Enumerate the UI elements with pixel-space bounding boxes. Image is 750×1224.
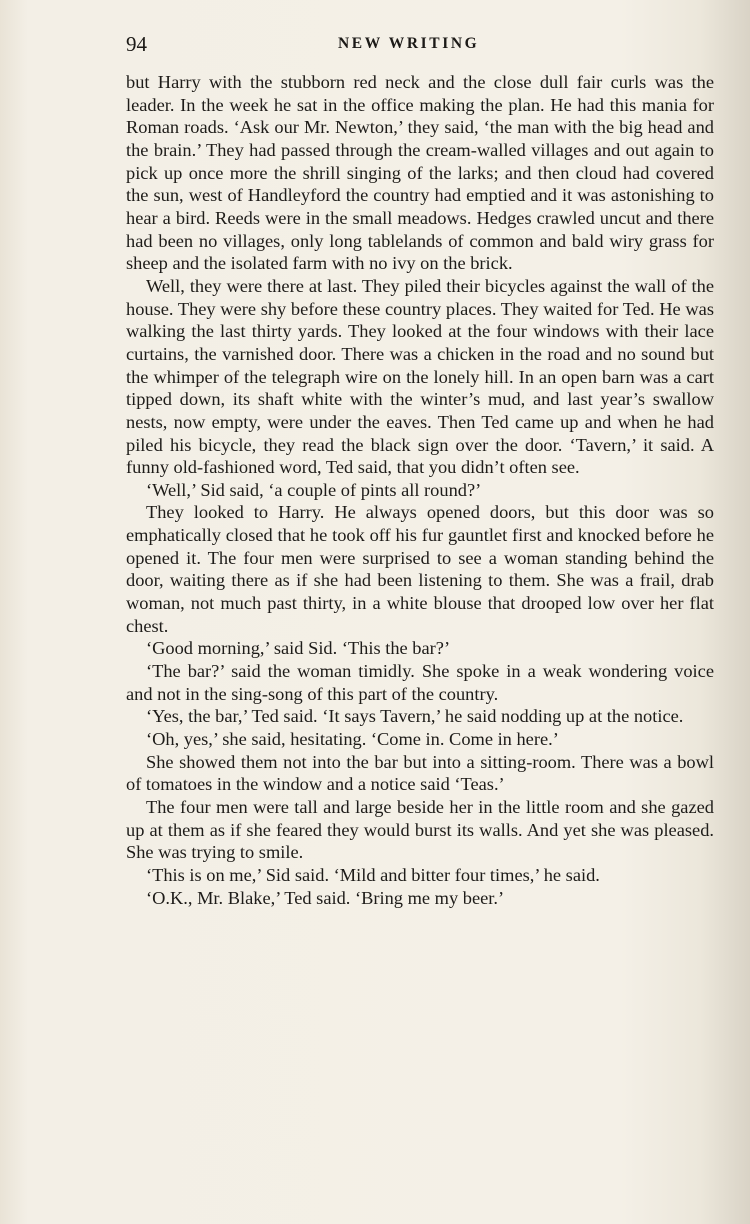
paragraph: but Harry with the stubborn red neck and the close dull fair curls was the leader. In the week he sat in the office making the plan. He had this mania for Roman roads. ‘Ask our Mr. Newton,’ they said, ‘the man with the big head and the brain.’ They had passed through the cream-walled villages and out again to pick up once more the shrill singing of the larks; and then cloud had covered the sun, west of Handleyford the country had emptied and it was astonishing to hear a bird. Reeds were in the small meadows. Hedges crawled uncut and there had been no villages, only long tablelands of common and bald wiry grass for sheep and the isolated farm with no ivy on the brick. [126, 72, 714, 274]
paragraph: The four men were tall and large beside her in the little room and she gazed up at them as if she feared they would burst its walls. And yet she was pleased. She was trying to smile. [126, 797, 714, 863]
paragraph: She showed them not into the bar but into a sitting-room. There was a bowl of tomatoes in the window and a notice said ‘Teas.’ [126, 751, 714, 795]
page-header [126, 32, 714, 64]
paragraph: ‘O.K., Mr. Blake,’ Ted said. ‘Bring me my beer.’ [146, 887, 505, 908]
paragraph: ‘Good morning,’ said Sid. ‘This the bar?’ [146, 638, 451, 659]
paragraph: ‘The bar?’ said the woman timidly. She spoke in a weak wondering voice and not in the sing-song of this part of the country. [126, 661, 714, 704]
paragraph: ‘This is on me,’ Sid said. ‘Mild and bitter four times,’ he said. [146, 864, 600, 885]
paragraph: ‘Yes, the bar,’ Ted said. ‘It says Tavern,’ he said nodding up at the notice. [146, 706, 684, 727]
paragraph: ‘Well,’ Sid said, ‘a couple of pints all round?’ [146, 479, 482, 500]
page-number: 94 [126, 32, 147, 56]
paragraph: They looked to Harry. He always opened doors, but this door was so emphatically closed that he took off his fur gauntlet first and knocked before he opened it. The four men were surprised to see a woman standing behind the door, waiting there as if she had been listening to them. She was a frail, drab woman, not much past thirty, in a white blouse that drooped low over her flat chest. [126, 502, 714, 636]
body-text [126, 71, 714, 909]
paragraph: Well, they were there at last. They piled their bicycles against the wall of the house. They were shy before these country places. They waited for Ted. He was walking the last thirty yards. They looked at the four windows with their lace curtains, the varnished door. There was a chicken in the road and no sound but the whimper of the telegraph wire on the lonely hill. In an open barn was a cart tipped down, its shaft white with the winter’s mud, and last year’s swallow nests, now empty, were under the eaves. Then Ted came up and when he had piled his bicycle, they read the black sign over the door. ‘Tavern,’ it said. A funny old-fashioned word, Ted said, that you didn’t often see. [126, 275, 714, 478]
running-head: NEW WRITING [338, 35, 480, 52]
paragraph: ‘Oh, yes,’ she said, hesitating. ‘Come in. Come in here.’ [146, 729, 559, 750]
